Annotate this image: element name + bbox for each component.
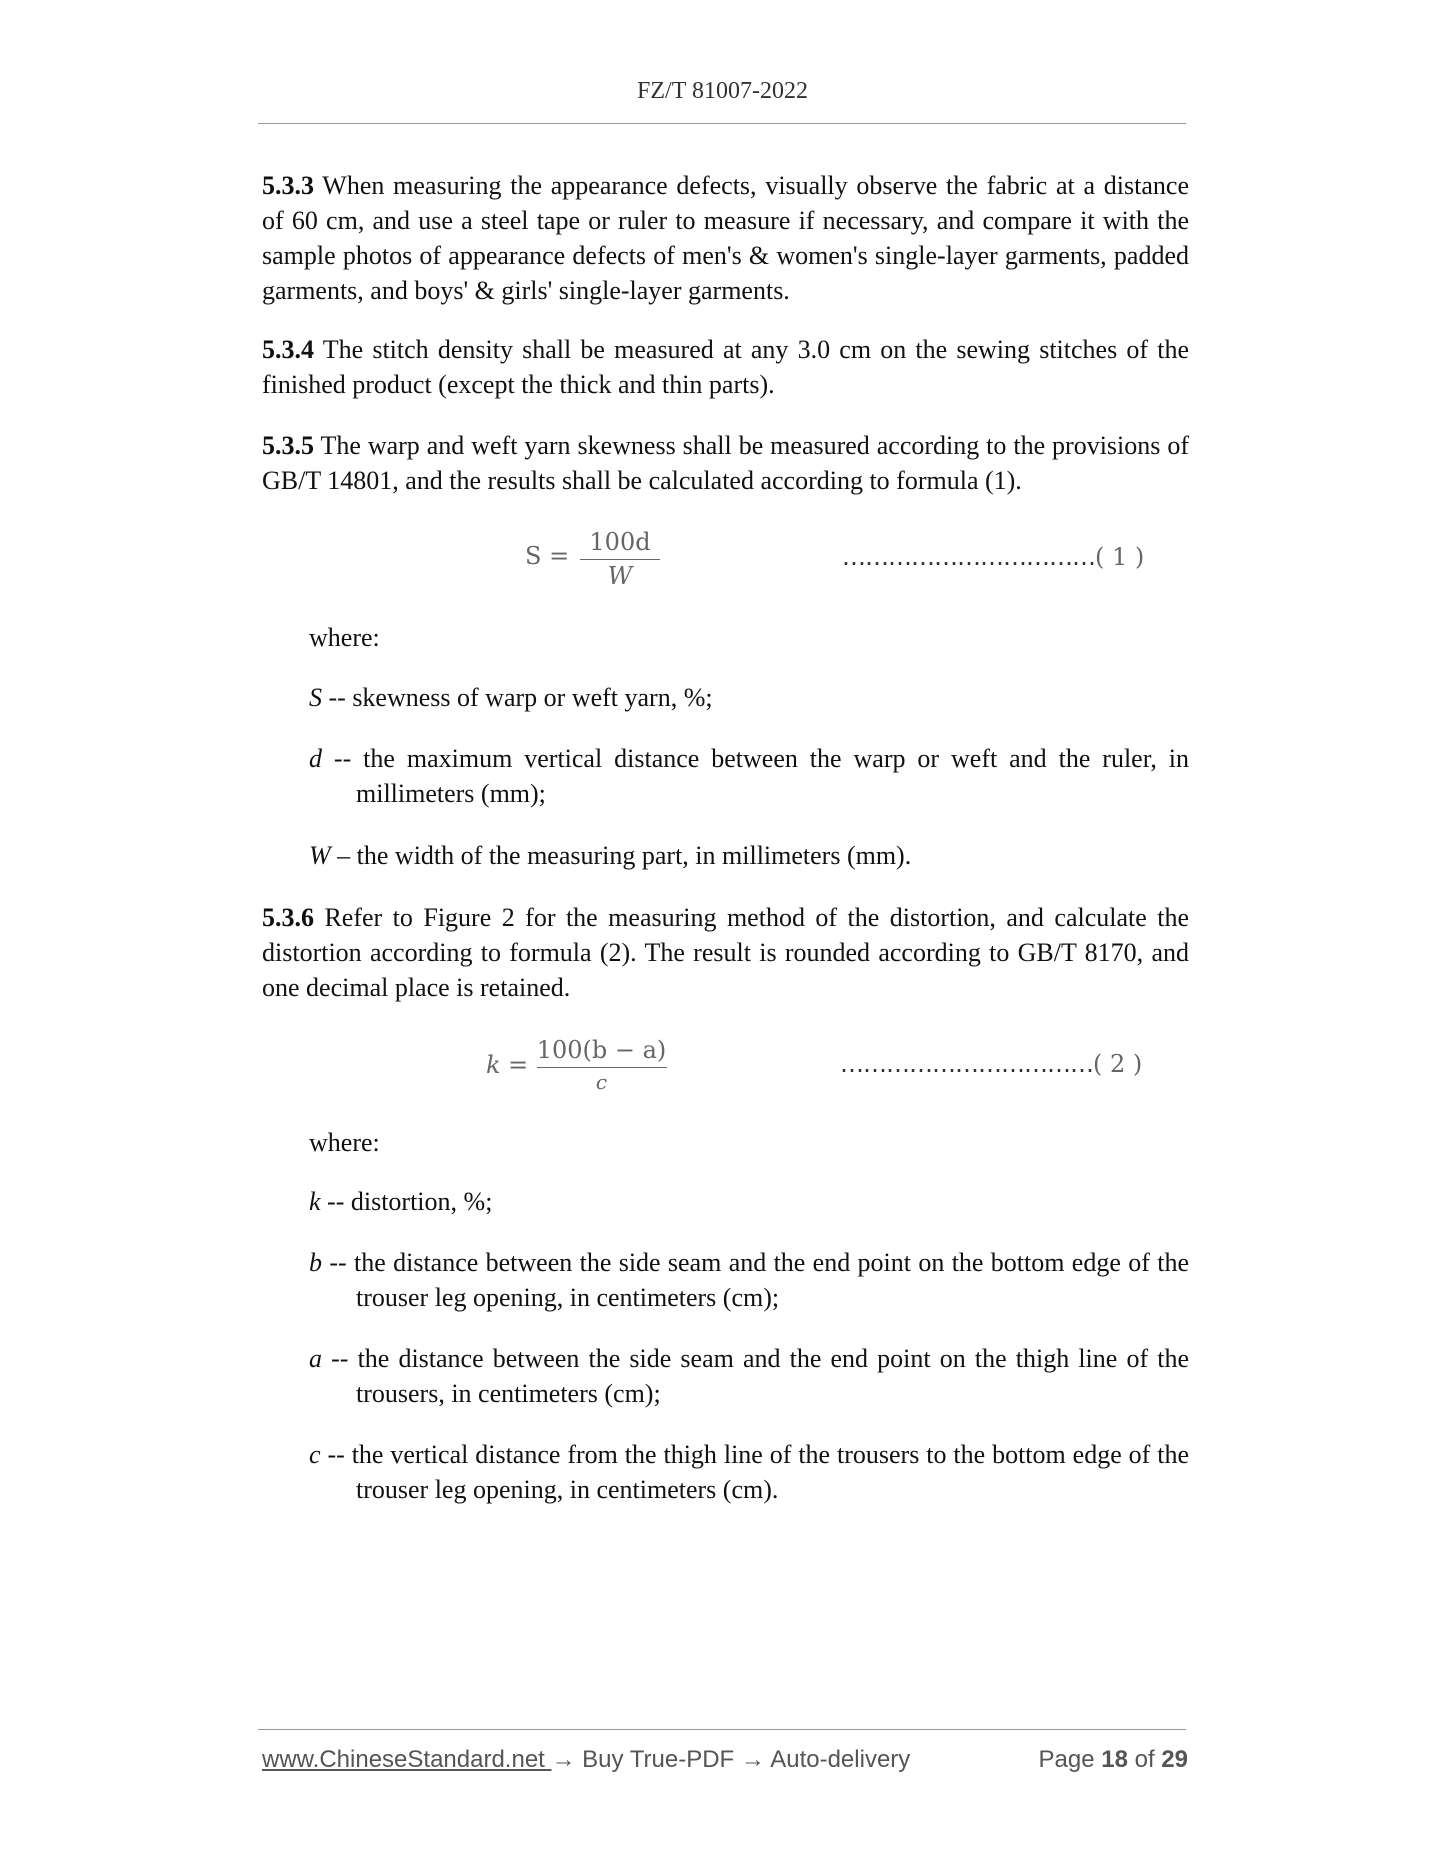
document-id-header: FZ/T 81007-2022 <box>637 78 808 104</box>
symbol: d <box>309 744 322 773</box>
definition-text: -- the distance between the side seam and the end point on the thigh line of the trousers, in centimeters (cm); <box>322 1344 1189 1408</box>
clause-5-3-3 <box>262 168 1189 308</box>
header-divider <box>258 123 1186 124</box>
equation-number: ( 2 ) <box>1093 1050 1143 1078</box>
clause-5-3-4 <box>262 332 1189 402</box>
definition-c <box>309 1437 1189 1507</box>
definition-d <box>309 741 1189 811</box>
arrow-right-icon: → <box>551 1746 576 1773</box>
formula-numerator: 100d <box>589 528 651 556</box>
where-label: where: <box>309 623 380 652</box>
dot-leader: …………………………… <box>842 543 1095 571</box>
definition-b <box>309 1245 1189 1315</box>
clause-5-3-5 <box>262 428 1189 498</box>
clause-number: 5.3.5 <box>262 431 314 460</box>
symbol: a <box>309 1344 322 1373</box>
of-word: of <box>1127 1746 1162 1773</box>
definition-text: -- distortion, %; <box>320 1187 493 1216</box>
definition-text: – the width of the measuring part, in millimeters (mm). <box>330 841 912 870</box>
formula-lhs: k = <box>486 1051 529 1079</box>
formula-denominator: c <box>595 1070 608 1094</box>
definition-text: -- the vertical distance from the thigh line of the trousers to the bottom edge of the trouser leg opening, in centimeters (cm). <box>320 1440 1189 1504</box>
formula-lhs: S = <box>525 542 570 570</box>
arrow-right-icon: → <box>740 1746 765 1773</box>
symbol: k <box>309 1187 321 1216</box>
page-indicator <box>1039 1746 1188 1774</box>
symbol: b <box>309 1248 322 1277</box>
footer-divider <box>258 1729 1186 1730</box>
site-link[interactable]: www.ChineseStandard.net <box>262 1746 552 1773</box>
formula-2 <box>486 1036 676 1106</box>
formula-2-leader <box>840 1050 1142 1079</box>
definition-k <box>309 1184 1189 1219</box>
dot-leader: …………………………… <box>840 1050 1093 1078</box>
clause-text: Refer to Figure 2 for the measuring method of the distortion, and calculate the distortion according to formula (2). The result is rounded according to GB/T 8170, and one decimal place is retained. <box>262 903 1189 1002</box>
symbol: W <box>309 841 331 870</box>
clause-text: The stitch density shall be measured at any 3.0 cm on the sewing stitches of the finished product (except the thick and thin parts). <box>262 335 1189 399</box>
clause-number: 5.3.4 <box>262 335 314 364</box>
definition-S <box>309 680 1189 715</box>
fraction-bar <box>537 1067 667 1068</box>
definition-W <box>309 838 1189 873</box>
definition-text: -- skewness of warp or weft yarn, %; <box>322 683 713 712</box>
fraction-bar <box>580 559 660 560</box>
buy-text: Buy True-PDF <box>575 1746 741 1773</box>
symbol: c <box>309 1440 321 1469</box>
definition-a <box>309 1341 1189 1411</box>
formula-1 <box>525 528 651 598</box>
symbol: S <box>309 683 322 712</box>
definition-text: -- the maximum vertical distance between the warp or weft and the ruler, in millimeters (mm); <box>322 744 1189 808</box>
clause-5-3-6 <box>262 900 1189 1005</box>
page-word: Page <box>1038 1746 1102 1773</box>
formula-1-leader <box>842 543 1144 572</box>
current-page: 18 <box>1101 1746 1128 1773</box>
formula-denominator: W <box>607 562 633 590</box>
definition-text: -- the distance between the side seam and the end point on the bottom edge of the trouser leg opening, in centimeters (cm); <box>322 1248 1189 1312</box>
clause-text: When measuring the appearance defects, visually observe the fabric at a distance of 60 cm, and use a steel tape or ruler to measure if necessary, and compare it with the sample photos of appearance defects of men's & women's single-layer garments, padded garments, and boys' & girls' single-layer garments. <box>262 171 1189 305</box>
clause-number: 5.3.6 <box>262 903 314 932</box>
equation-number: ( 1 ) <box>1095 543 1145 571</box>
where-label: where: <box>309 1128 380 1157</box>
total-pages: 29 <box>1161 1746 1188 1773</box>
clause-number: 5.3.3 <box>262 171 314 200</box>
footer-promo <box>262 1746 910 1774</box>
formula-numerator: 100(b − a) <box>536 1036 667 1064</box>
clause-text: The warp and weft yarn skewness shall be measured according to the provisions of GB/T 14801, and the results shall be calculated according to formula (1). <box>262 431 1189 495</box>
delivery-text: Auto-delivery <box>764 1746 911 1773</box>
